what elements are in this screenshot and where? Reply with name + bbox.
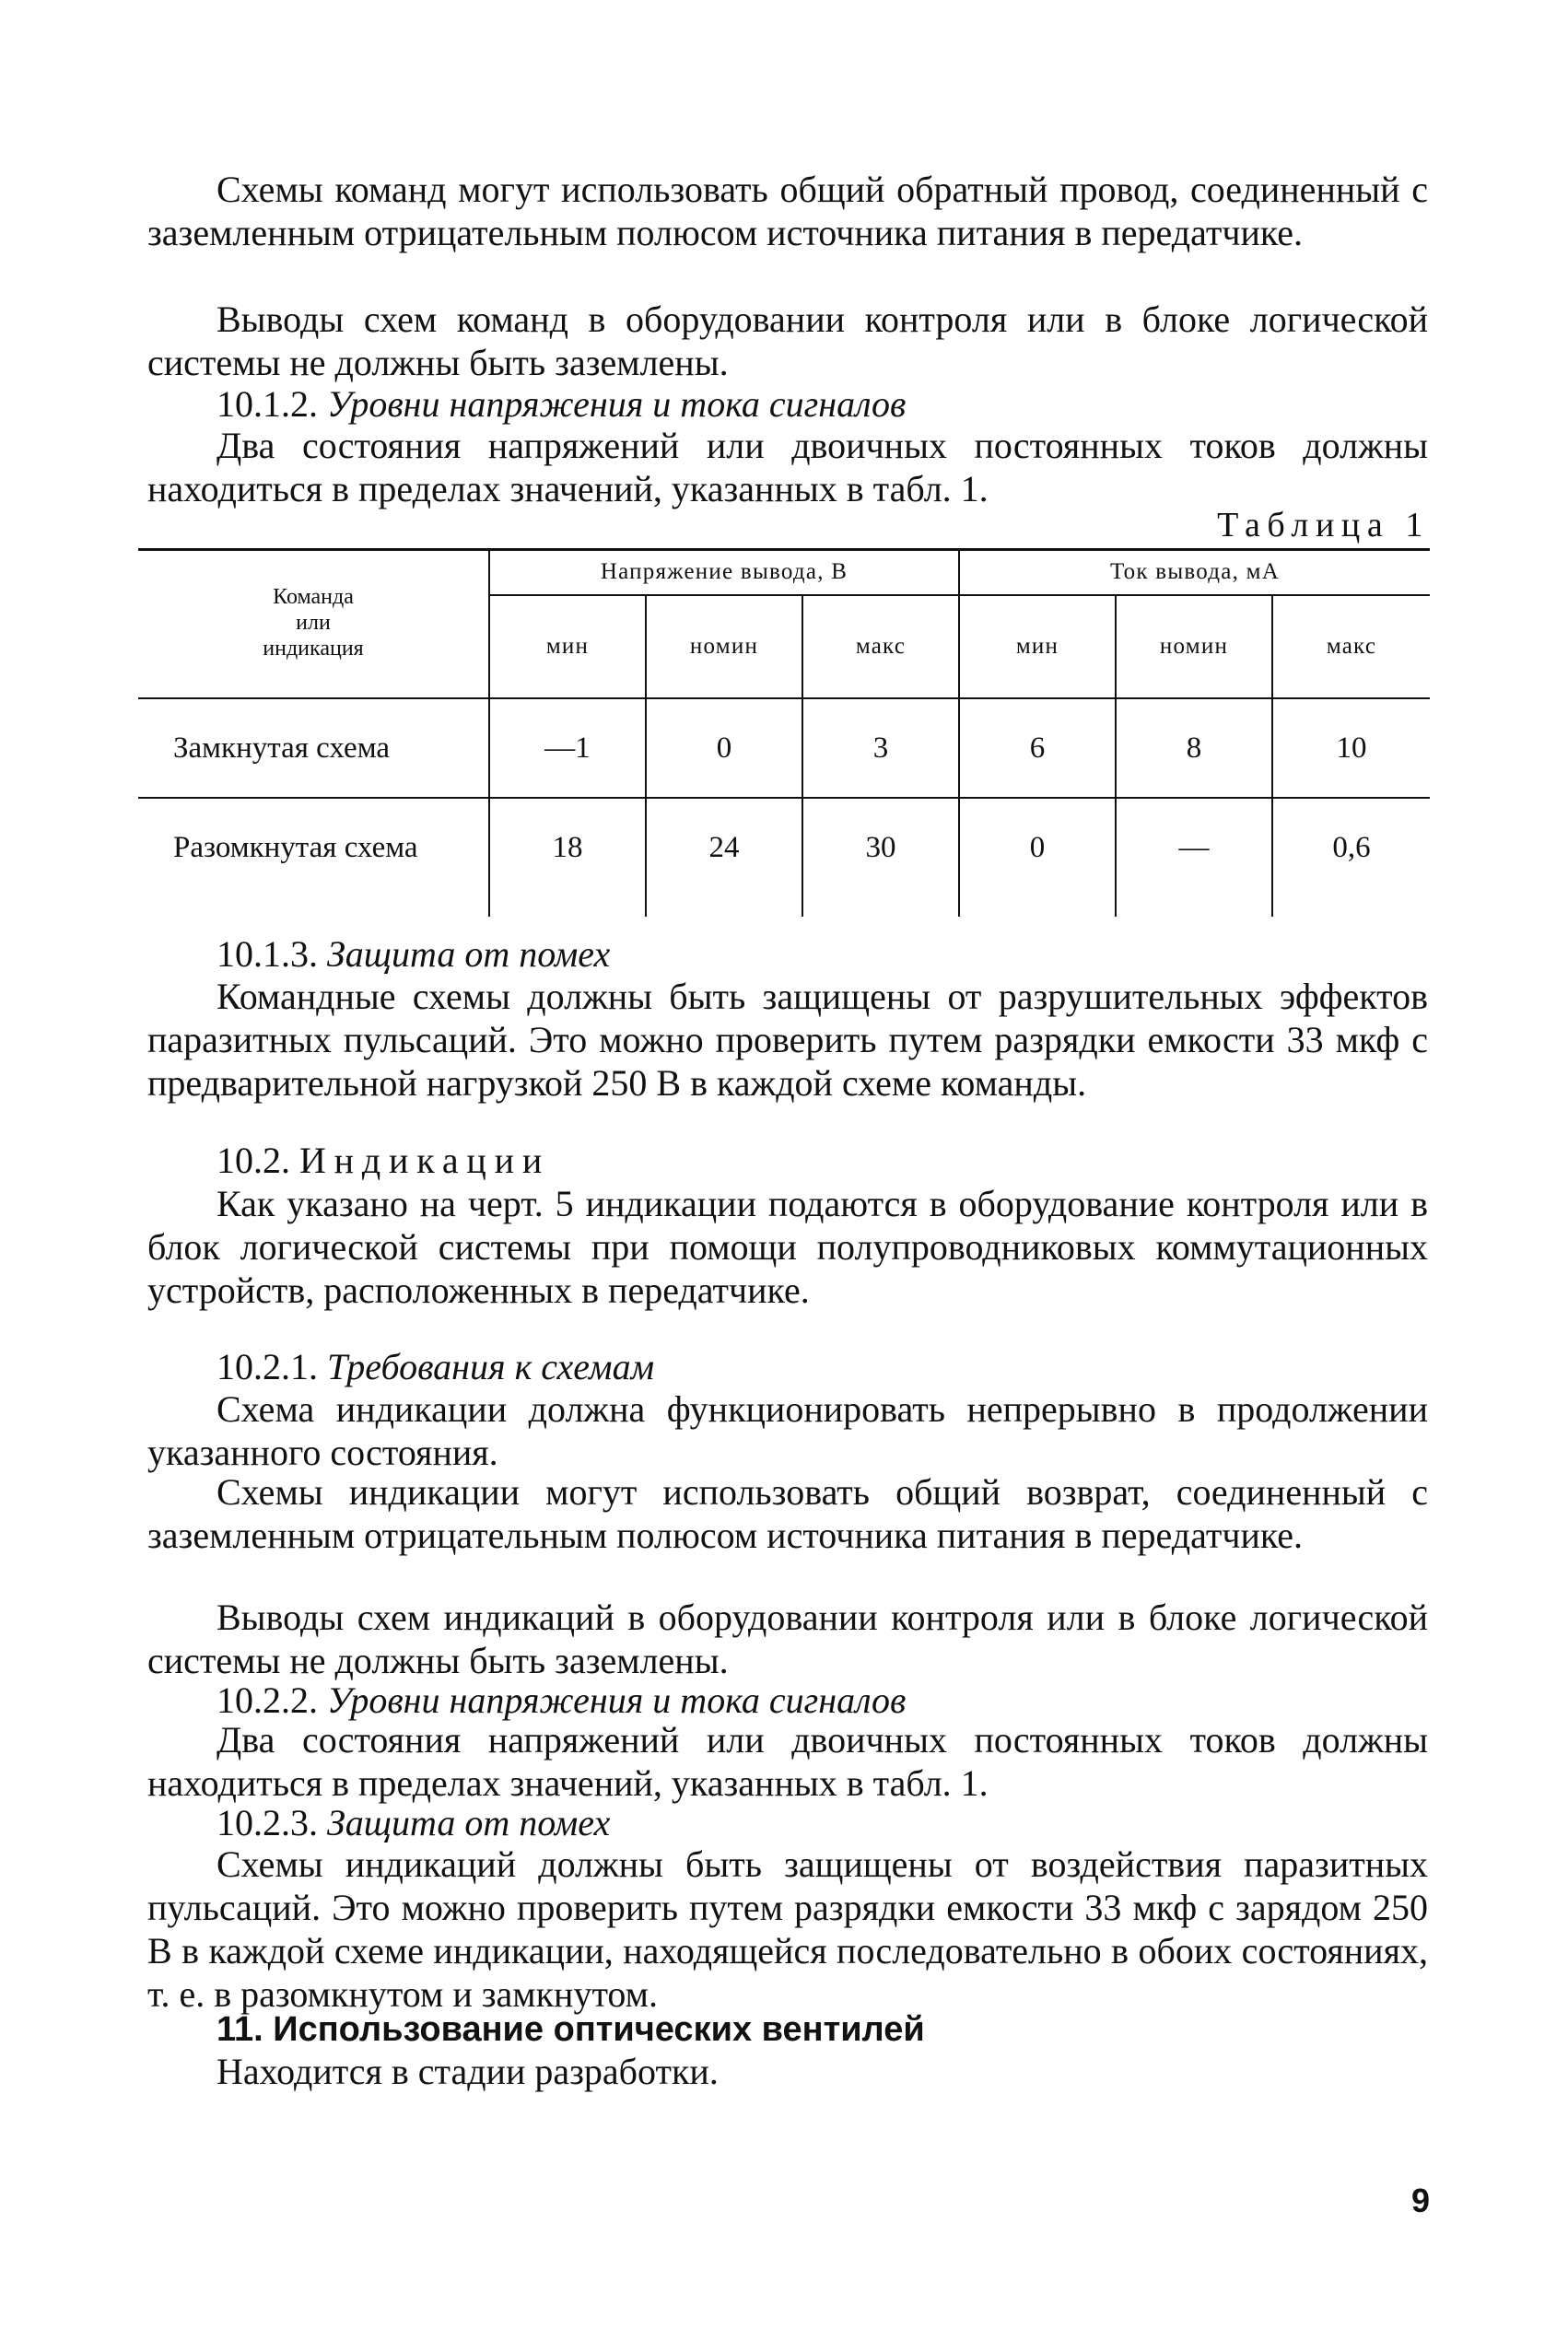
table-row-label: Замкнутая схема <box>173 731 390 765</box>
table-cell: 6 <box>1029 731 1046 765</box>
section-title: Уровни напряжения и тока сигналов <box>327 383 907 425</box>
table-cell: 0,6 <box>1332 830 1371 864</box>
column-group-current: Ток вывода, мА <box>1110 559 1280 584</box>
column-header-current-nom: номин <box>1159 634 1229 659</box>
paragraph: Схемы индикаций должны быть защищены от воздействия паразитных пульсаций. Это можно проверить путем разрядки емкости 33 мкф с зарядом 250 В в каждой схеме индикации, находящейся последовательно в обоих состояниях, т. е. в разомкнутом и замкнутом. <box>147 1843 1428 2015</box>
table-cell: — <box>1178 830 1210 864</box>
column-header-current-max: макс <box>1326 634 1377 659</box>
column-header-voltage-nom: номин <box>689 634 759 659</box>
table-cell: 8 <box>1186 731 1202 765</box>
column-header-voltage-min: мин <box>545 634 590 659</box>
section-number: 10.2.3. <box>216 1802 318 1843</box>
section-title: Защита от помех <box>327 933 611 975</box>
section-heading-10-1-3 <box>216 932 610 976</box>
section-heading-10-2-2 <box>216 1679 906 1722</box>
column-group-voltage: Напряжение вывода, В <box>600 559 848 584</box>
column-header-voltage-max: макс <box>855 634 907 659</box>
table-1 <box>138 548 1430 917</box>
table-cell: —1 <box>544 731 591 765</box>
column-header-command: Команда или индикация <box>263 585 364 661</box>
paragraph: Как указано на черт. 5 индикации подаются в оборудование контроля или в блок логической системы при помощи полупроводниковых коммутационных устройств, расположенных в передатчике. <box>147 1183 1428 1311</box>
section-title: Уровни напряжения и тока сигналов <box>327 1679 907 1721</box>
table-cell: 3 <box>872 731 889 765</box>
table-cell: 0 <box>1029 830 1046 864</box>
table-cell: 10 <box>1336 731 1367 765</box>
section-heading-11: 11. Использование оптических вентилей <box>216 2010 925 2049</box>
paragraph: Два состояния напряжений или двоичных постоянных токов должны находиться в пределах значений, указанных в табл. 1. <box>147 425 1428 509</box>
paragraph: Выводы схем индикаций в оборудовании контроля или в блоке логической системы не должны быть заземлены. <box>147 1597 1428 1681</box>
section-number: 10.2.1. <box>216 1346 318 1387</box>
page-number: 9 <box>1410 2182 1430 2219</box>
paragraph: Схемы индикации могут использовать общий возврат, соединенный с заземленным отрицательным полюсом источника питания в передатчике. <box>147 1471 1428 1556</box>
section-number: 10.2.2. <box>216 1679 318 1721</box>
table-cell: 0 <box>716 731 732 765</box>
section-heading-10-2-3 <box>216 1801 610 1844</box>
table-row-label: Разомкнутая схема <box>173 830 418 864</box>
section-title: Требования к схемам <box>327 1346 655 1387</box>
section-number: 10.1.3. <box>216 933 318 975</box>
section-title: Индикации <box>299 1140 551 1181</box>
paragraph: Схема индикации должна функционировать непрерывно в продолжении указанного состояния. <box>147 1388 1428 1473</box>
paragraph: Схемы команд могут использовать общий обратный провод, соединенный с заземленным отрицательным полюсом источника питания в передатчике. <box>147 169 1428 253</box>
paragraph: Два состояния напряжений или двоичных постоянных токов должны находиться в пределах значений, указанных в табл. 1. <box>147 1719 1428 1804</box>
paragraph: Выводы схем команд в оборудовании контроля или в блоке логической системы не должны быть заземлены. <box>147 298 1428 383</box>
paragraph: Находится в стадии разработки. <box>216 2051 719 2092</box>
section-number: 10.1.2. <box>216 383 318 425</box>
table-cell: 18 <box>552 830 583 864</box>
table-cell: 24 <box>708 830 740 864</box>
section-number: 10.2. <box>216 1140 290 1181</box>
table-label: Таблица 1 <box>1217 506 1430 544</box>
column-header-current-min: мин <box>1015 634 1059 659</box>
table-cell: 30 <box>865 830 896 864</box>
paragraph: Командные схемы должны быть защищены от разрушительных эффектов паразитных пульсаций. Это можно проверить путем разрядки емкости 33 мкф с предварительной нагрузкой 250 В в каждой схеме команды. <box>147 976 1428 1104</box>
section-title: Защита от помех <box>327 1802 611 1843</box>
section-heading-10-1-2 <box>216 382 906 426</box>
section-heading-10-2 <box>216 1139 550 1182</box>
section-heading-10-2-1 <box>216 1345 654 1388</box>
